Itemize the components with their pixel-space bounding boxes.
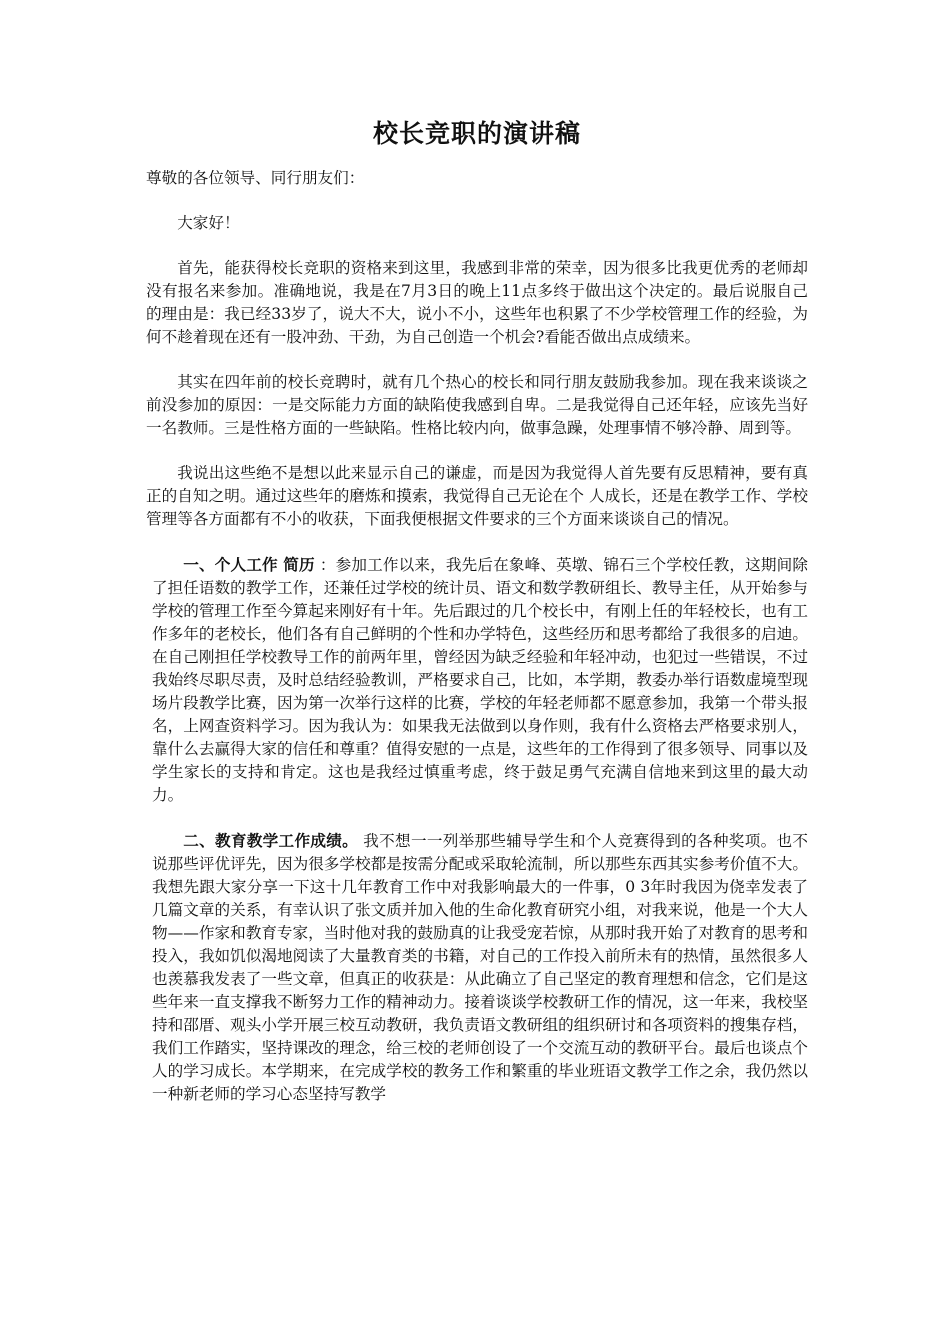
section-personal-resume <box>146 553 808 807</box>
hello-line: 大家好！ <box>177 214 240 232</box>
greeting-line: 尊敬的各位领导、同行朋友们： <box>146 169 365 187</box>
section-body-teaching-achievements: 我不想一一列举那些辅导学生和个人竞赛得到的各种奖项。也不说那些评优评先，因为很多学校都是按需分配或采取轮流制，所以那些东西其实参考价值不大。我想先跟大家分享一下这十几年教育工作中对我影响最大的一件事，0 3年时我因为侥幸发表了几篇文章的关系，有幸认识了张文质并加入他的生命化教育研究小组，对我来说，他是一个大人物——作家和教育专家，当时他对我的鼓励真的让我受宠若惊，从那时我开始了对教育的思考和投入，我如饥似渴地阅读了大量教育类的书籍，对自己的工作投入前所未有的热情，虽然很多人也羡慕我发表了一些文章，但真正的收获是：从此确立了自己坚定的教育理想和信念，它们是这些年来一直支撑我不断努力工作的精神动力。接着谈谈学校教研工作的情况，这一年来，我校坚持和邵厝、观头小学开展三校互动教研，我负责语文教研组的组织研讨和各项资料的搜集存档，我们工作踏实，坚持课改的理念，给三校的老师创设了一个交流互动的教研平台。最后也谈点个人的学习成长。本学期来，在完成学校的教务工作和繁重的毕业班语文教学工作之余，我仍然以一种新老师的学习心态坚持写教学 <box>152 832 808 1103</box>
paragraph-reasons: 其实在四年前的校长竞聘时，就有几个热心的校长和同行朋友鼓励我参加。现在我来谈谈之前没参加的原因：一是交际能力方面的缺陷使我感到自卑。二是我觉得自己还年轻，应该先当好一名教师。三是性格方面的一些缺陷。性格比较内向，做事急躁，处理事情不够冷静、周到等。 <box>146 373 808 437</box>
document-title: 校长竞职的演讲稿 <box>372 119 581 148</box>
section-body-personal-resume: ：参加工作以来，我先后在象峰、英墩、锦石三个学校任教，这期间除了担任语数的教学工作，还兼任过学校的统计员、语文和数学教研组长、教导主任，从开始参与学校的管理工作至今算起来刚好有十年。先后跟过的几个校长中，有刚上任的年轻校长，也有工作多年的老校长，他们各有自己鲜明的个性和办学特色，这些经历和思考都给了我很多的启迪。在自己刚担任学校教导工作的前两年里，曾经因为缺乏经验和年轻冲动，也犯过一些错误，不过我始终尽职尽责，及时总结经验教训，严格要求自己，比如，本学期，教委办举行语数虚境型现场片段教学比赛，因为第一次举行这样的比赛，学校的年轻老师都不愿意参加，我第一个带头报名，上网查资料学习。因为我认为：如果我无法做到以身作则，我有什么资格去严格要求别人，靠什么去赢得大家的信任和尊重？值得安慰的一点是，这些年的工作得到了很多领导、同事以及学生家长的支持和肯定。这也是我经过慎重考虑，终于鼓足勇气充满自信地来到这里的最大动力。 <box>152 556 808 804</box>
document-page <box>146 0 808 1106</box>
paragraph-intro: 首先，能获得校长竞职的资格来到这里，我感到非常的荣幸，因为很多比我更优秀的老师却没有报名来参加。准确地说，我是在7月3日的晚上11点多终于做出这个决定的。最后说服自己的理由是：我已经33岁了，说大不大，说小不小，这些年也积累了不少学校管理工作的经验，为何不趁着现在还有一股冲劲、干劲，为自己创造一个机会?看能否做出点成绩来。 <box>146 259 808 346</box>
section-teaching-achievements <box>146 829 808 1106</box>
section-heading-teaching-achievements: 二、教育教学工作成绩。 <box>183 831 359 850</box>
paragraph-reflection: 我说出这些绝不是想以此来显示自己的谦虚，而是因为我觉得人首先要有反思精神，要有真正的自知之明。通过这些年的磨炼和摸索，我觉得自己无论在个 人成长，还是在教学工作、学校管理等各方面都有不小的收获，下面我便根据文件要求的三个方面来谈谈自己的情况。 <box>146 464 808 528</box>
section-heading-personal-resume: 一、个人工作 简历 <box>183 555 315 574</box>
